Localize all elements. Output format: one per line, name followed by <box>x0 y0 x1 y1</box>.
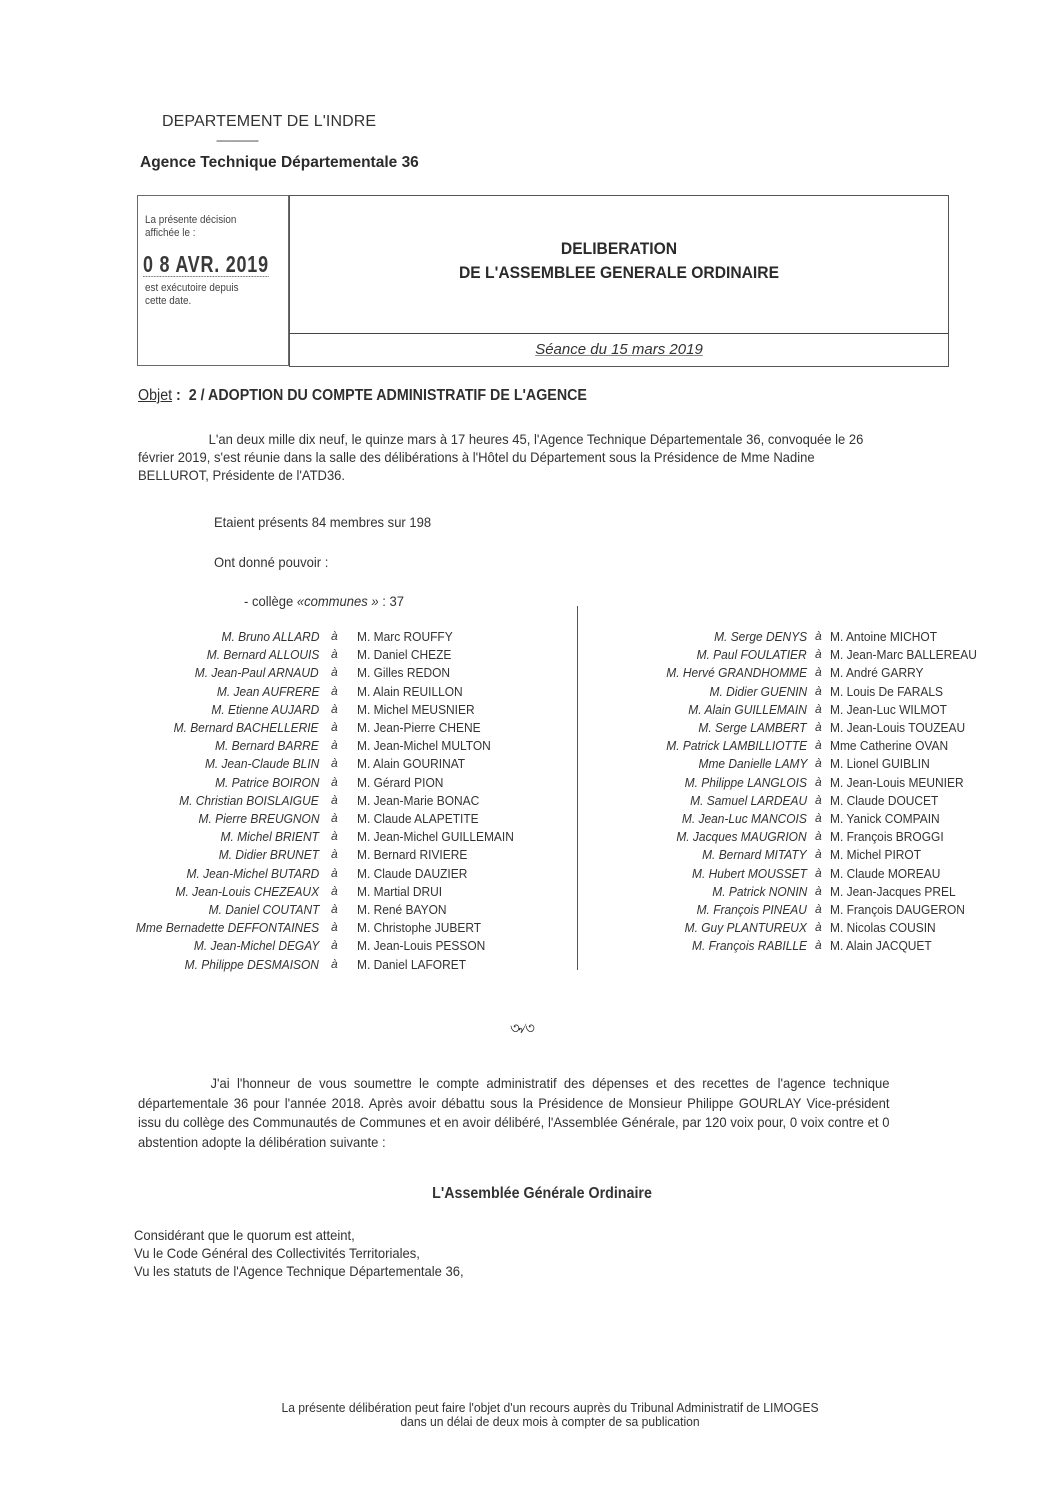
proxy-row <box>0 793 1058 811</box>
subject-line <box>138 387 587 405</box>
proxy-separator: à <box>815 756 822 771</box>
proxy-holder: M. Bernard RIVIERE <box>357 847 468 863</box>
proxy-row <box>0 902 1058 920</box>
proxy-holder: M. Alain JACQUET <box>830 938 932 954</box>
proxy-grantor: M. Bernard MITATY <box>702 847 807 863</box>
proxy-separator: à <box>331 629 338 643</box>
proxy-grantor: M. Hubert MOUSSET <box>692 865 807 881</box>
proxy-separator: à <box>331 774 338 789</box>
proxy-row <box>0 847 1058 865</box>
body-text: J'ai l'honneur de vous soumettre le compte administratif des dépenses et des recettes de l'agence technique départementale 36 pour l'année 2018. Après avoir débattu sous la Présidence de Monsieur Philippe GOURLAY Vice-président issu du collège des Communautés de Communes et en avoir délibéré, l'Assemblée Générale, par 120 voix pour, 0 voix contre et 0 abstention adopte la délibération suivante : <box>138 1075 890 1150</box>
proxy-holder: M. Alain REUILLON <box>357 683 463 699</box>
header-separator: -------------- <box>216 133 258 147</box>
proxy-holder: M. Gérard PION <box>357 774 444 790</box>
proxy-row <box>0 829 1058 847</box>
proxy-separator: à <box>331 865 338 880</box>
proxy-grantor: M. Etienne AUJARD <box>211 701 319 717</box>
proxy-holder: M. Daniel CHEZE <box>357 647 452 663</box>
college-line <box>244 593 404 609</box>
proxy-separator: à <box>815 811 822 825</box>
proxy-separator: à <box>331 720 338 734</box>
ornament-divider-icon: ৩৵৩ <box>510 1020 533 1037</box>
intro-paragraph <box>138 430 887 484</box>
stamp-line-3: est exécutoire depuis <box>145 282 239 294</box>
proxy-holder: M. Michel MEUSNIER <box>357 701 475 717</box>
proxy-row <box>0 684 1058 702</box>
proxy-holder: M. Jean-Louis MEUNIER <box>830 774 964 790</box>
stamp-line-1: La présente décision <box>145 214 237 226</box>
considerant-item: Vu le Code Général des Collectivités Territoriales, <box>134 1245 420 1261</box>
proxy-separator: à <box>815 738 822 753</box>
footer-line-1: La présente délibération peut faire l'objet d'un recours auprès du Tribunal Administratif de LIMOGES <box>281 1401 819 1415</box>
proxy-row <box>0 702 1058 720</box>
proxy-holder: M. Jean-Pierre CHENE <box>357 720 481 735</box>
proxy-separator: à <box>331 938 338 953</box>
proxy-separator: à <box>815 829 822 844</box>
proxy-grantor: M. Bernard BARRE <box>215 738 319 754</box>
proxy-holder: M. Jean-Louis TOUZEAU <box>830 720 966 735</box>
document-subtitle: DE L'ASSEMBLEE GENERALE ORDINAIRE <box>458 263 780 282</box>
stamp-line-2: affichée le : <box>145 227 196 239</box>
proxy-grantor: M. Jean-Claude BLIN <box>204 756 319 772</box>
proxy-holder: M. Jean-Louis PESSON <box>357 938 486 954</box>
proxy-separator: à <box>331 738 338 753</box>
proxy-holder: M. Jean-Michel GUILLEMAIN <box>357 829 514 845</box>
proxy-separator: à <box>331 829 338 844</box>
proxy-grantor: M. Jean-Paul ARNAUD <box>195 665 319 681</box>
agency-name: Agence Technique Départementale 36 <box>140 154 419 171</box>
proxy-separator: à <box>815 883 822 898</box>
footer-line-2: dans un délai de deux mois à compter de sa publication <box>400 1415 700 1429</box>
proxy-grantor: M. Guy PLANTUREUX <box>684 920 807 936</box>
proxy-grantor: M. Michel BRIENT <box>220 829 319 845</box>
proxy-holder: M. Claude DAUZIER <box>357 865 468 881</box>
proxy-grantor: M. Christian BOISLAIGUE <box>179 792 319 808</box>
proxy-grantor: M. Patrick NONIN <box>711 883 807 899</box>
proxy-grantor: M. François RABILLE <box>692 938 807 954</box>
proxy-separator: à <box>331 701 338 716</box>
college-name: «communes » <box>296 593 379 609</box>
proxy-holder: M. Lionel GUIBLIN <box>830 756 930 772</box>
considerant-item: Considérant que le quorum est atteint, <box>134 1227 355 1243</box>
proxy-separator: à <box>815 629 822 643</box>
proxy-grantor: M. Bernard ALLOUIS <box>206 647 319 663</box>
proxy-row <box>0 720 1058 738</box>
proxy-separator: à <box>815 938 822 953</box>
proxy-separator: à <box>331 647 338 662</box>
proxy-grantor: M. Bernard BACHELLERIE <box>174 720 319 735</box>
proxy-grantor: M. Jean AUFRERE <box>216 683 319 699</box>
college-count: : 37 <box>378 593 404 609</box>
assembly-heading: L'Assemblée Générale Ordinaire <box>432 1185 652 1202</box>
proxy-grantor: M. François PINEAU <box>696 902 807 917</box>
proxy-grantor: M. Pierre BREUGNON <box>198 811 319 826</box>
proxy-holder: M. Jean-Michel MULTON <box>357 738 491 754</box>
proxy-separator: à <box>331 956 338 971</box>
proxy-holder: M. Yanick COMPAIN <box>830 811 940 826</box>
proxy-holder: M. Louis De FARALS <box>830 683 944 699</box>
proxy-row <box>0 738 1058 756</box>
proxy-row <box>0 811 1058 829</box>
session-date-text: Séance du 15 mars 2019 <box>535 341 703 358</box>
proxy-holder: Mme Catherine OVAN <box>830 738 949 754</box>
proxy-holder: M. Antoine MICHOT <box>830 629 938 644</box>
proxy-row <box>0 629 1058 647</box>
proxy-separator: à <box>331 811 338 825</box>
college-prefix: - collège <box>244 593 297 609</box>
proxy-holder: M. René BAYON <box>357 902 447 917</box>
proxy-grantor: Mme Bernadette DEFFONTAINES <box>135 920 319 936</box>
proxy-holder: M. Christophe JUBERT <box>357 920 482 936</box>
proxy-separator: à <box>815 683 822 698</box>
proxy-separator: à <box>815 865 822 880</box>
proxy-holder: M. Jean-Marc BALLEREAU <box>830 647 977 663</box>
proxy-separator: à <box>331 847 338 862</box>
proxy-holder: M. Marc ROUFFY <box>357 629 453 644</box>
proxy-row <box>0 884 1058 902</box>
proxy-grantor: M. Jean-Luc MANCOIS <box>682 811 807 826</box>
proxy-grantor: M. Philippe LANGLOIS <box>684 774 807 790</box>
proxy-grantor: M. Serge LAMBERT <box>698 720 807 735</box>
proxy-holder: M. André GARRY <box>830 665 924 681</box>
stamp-date: 0 8 AVR. 2019 <box>143 251 269 277</box>
proxy-grantor: M. Samuel LARDEAU <box>690 792 807 808</box>
proxy-grantor: M. Jean-Michel BUTARD <box>186 865 319 881</box>
proxy-separator: à <box>815 647 822 662</box>
proxy-holder: M. Alain GOURINAT <box>357 756 466 772</box>
subject-label: Objet <box>138 387 173 404</box>
proxy-holder: M. Martial DRUI <box>357 883 443 899</box>
proxy-row <box>0 647 1058 665</box>
proxy-separator: à <box>331 683 338 698</box>
proxy-holder: M. François DAUGERON <box>830 902 965 917</box>
stamp-line-4: cette date. <box>145 295 192 307</box>
body-paragraph <box>138 1074 889 1152</box>
proxy-holder: M. Claude MOREAU <box>830 865 941 881</box>
proxy-row <box>0 938 1058 956</box>
proxy-grantor: M. Didier BRUNET <box>218 847 319 863</box>
considerants-list <box>134 1226 464 1280</box>
proxies-heading: Ont donné pouvoir : <box>214 554 329 570</box>
proxy-holder: M. Gilles REDON <box>357 665 451 681</box>
proxy-separator: à <box>815 902 822 916</box>
proxy-holder: M. Jean-Marie BONAC <box>357 792 480 808</box>
considerant-item: Vu les statuts de l'Agence Technique Départementale 36, <box>134 1263 464 1279</box>
proxy-holder: M. Jean-Luc WILMOT <box>830 701 947 717</box>
proxy-holder: M. Nicolas COUSIN <box>830 920 936 936</box>
intro-text: L'an deux mille dix neuf, le quinze mars à 17 heures 45, l'Agence Technique Départementale 36, convoquée le 26 février 2019, s'est réunie dans la salle des délibérations à l'Hôtel du Département sous la Présidence de Mme Nadine BELLUROT, Présidente de l'ATD36. <box>138 431 864 483</box>
proxy-row <box>0 920 1058 938</box>
proxy-holder: M. François BROGGI <box>830 829 944 845</box>
proxy-grantor: Mme Danielle LAMY <box>697 756 807 772</box>
legal-footer <box>114 1401 987 1429</box>
proxy-grantor: M. Bruno ALLARD <box>221 629 319 644</box>
session-date <box>289 341 949 358</box>
department-name: DEPARTEMENT DE L'INDRE <box>162 113 377 130</box>
proxy-separator: à <box>331 920 338 935</box>
proxy-holder: M. Claude DOUCET <box>830 792 939 808</box>
stamp-text-bottom <box>145 282 280 308</box>
subject-colon: : <box>172 387 189 404</box>
proxy-separator: à <box>331 665 338 680</box>
proxy-separator: à <box>331 883 338 898</box>
proxy-separator: à <box>815 792 822 807</box>
subject-text: 2 / ADOPTION DU COMPTE ADMINISTRATIF DE L'AGENCE <box>188 387 587 404</box>
proxy-grantor: M. Jean-Michel DEGAY <box>193 938 319 954</box>
proxy-grantor: M. Patrick LAMBILLIOTTE <box>666 738 807 754</box>
proxy-holder: M. Claude ALAPETITE <box>357 811 479 826</box>
proxy-separator: à <box>815 665 822 680</box>
proxy-separator: à <box>331 792 338 807</box>
proxy-grantor: M. Patrice BOIRON <box>214 774 319 790</box>
proxy-grantor: M. Didier GUENIN <box>709 683 807 699</box>
document-title: DELIBERATION <box>560 239 678 258</box>
proxy-holder: M. Jean-Jacques PREL <box>830 883 956 899</box>
proxy-row <box>0 756 1058 774</box>
proxy-grantor: M. Daniel COUTANT <box>208 902 319 917</box>
stamp-text-top <box>145 214 280 240</box>
proxy-row <box>0 957 1058 975</box>
proxy-separator: à <box>331 902 338 916</box>
attendance-count: Etaient présents 84 membres sur 198 <box>214 514 432 530</box>
proxy-grantor: M. Paul FOULATIER <box>696 647 807 663</box>
proxy-separator: à <box>815 920 822 935</box>
proxy-separator: à <box>815 847 822 862</box>
proxy-separator: à <box>815 720 822 734</box>
proxy-separator: à <box>815 774 822 789</box>
proxy-holder: M. Michel PIROT <box>830 847 922 863</box>
proxy-separator: à <box>331 756 338 771</box>
proxy-grantor: M. Serge DENYS <box>713 629 807 644</box>
proxy-row <box>0 775 1058 793</box>
proxy-separator: à <box>815 701 822 716</box>
proxy-grantor: M. Hervé GRANDHOMME <box>666 665 807 681</box>
proxy-grantor: M. Alain GUILLEMAIN <box>688 701 807 717</box>
proxy-row <box>0 866 1058 884</box>
proxy-grantor: M. Jacques MAUGRION <box>676 829 807 845</box>
proxy-grantor: M. Jean-Louis CHEZEAUX <box>175 883 319 899</box>
proxy-holder: M. Daniel LAFORET <box>357 956 467 972</box>
proxy-row <box>0 665 1058 683</box>
proxy-grantor: M. Philippe DESMAISON <box>184 956 319 972</box>
